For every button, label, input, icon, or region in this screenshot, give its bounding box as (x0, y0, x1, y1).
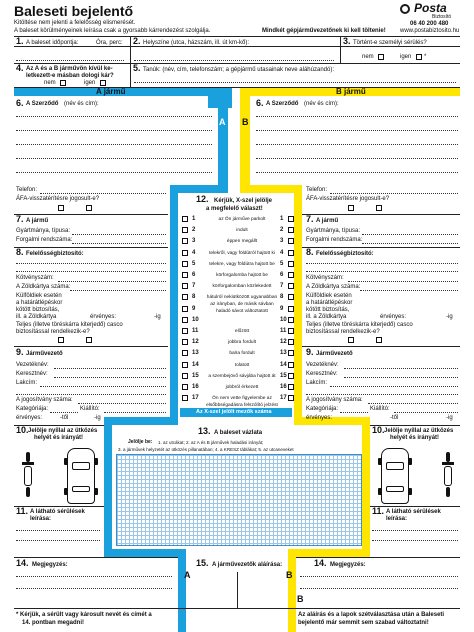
s12-row-number-b: 8 (280, 294, 284, 300)
s12-row-text: körforgalomban közlekedett (212, 284, 272, 289)
s12-title-1: Kérjük, X-szel jelölje (214, 198, 273, 204)
a-s6-num: 6. (16, 98, 24, 108)
s12-title-2: a megfelelő választ! (206, 206, 263, 212)
s12-row-text: tolatott (234, 363, 250, 368)
a-lakcim-label: Lakcím: (16, 380, 38, 386)
s12-checkbox-b[interactable] (288, 306, 294, 312)
s12-checkbox-a[interactable] (182, 250, 188, 256)
s12-row-text: a szembejövő sávjába hajtott át (208, 374, 276, 379)
b-ig-label: -ig (446, 314, 453, 320)
s12-row-number-b: 5 (280, 261, 284, 267)
s12-checkbox-b[interactable] (288, 250, 294, 256)
field-3-no-checkbox[interactable] (378, 54, 384, 60)
field-3-label: Történt-e személyi sérülés? (353, 40, 427, 46)
s13-title: A baleset vázlata (214, 430, 263, 436)
s12-checkbox-a[interactable] (182, 373, 188, 379)
notice-text: Mindkét gépjárművezetőnek ki kell töltenie! (262, 28, 386, 34)
b-forgalmi-label: Forgalmi rendszáma: (306, 237, 363, 243)
s15-title: A járművezetők aláírása: (212, 562, 283, 568)
b-s8-label: Felelősségbiztosító: (316, 251, 374, 257)
phone-number: 06 40 200 480 (410, 21, 449, 27)
logo-text: Posta (414, 1, 447, 15)
a-s10-label-2: helyét és irányát! (34, 435, 84, 441)
s12-row-number-b: 13 (280, 350, 287, 356)
b-s7-label: A jármű (316, 218, 339, 224)
a-zoldkartya-label: A Zöldkártya száma: (16, 284, 71, 290)
b-kulfoldi-1: Külföldiek esetén (306, 293, 352, 299)
b-afa-no-checkbox[interactable] (348, 205, 354, 211)
field-4-label-2: letkezett-e másban dologi kár? (26, 73, 114, 79)
b-kategoria-label: Kategóriája: (306, 406, 339, 412)
a-ig2-label: -ig (94, 415, 101, 421)
s12-row-text: jobbra fordult (228, 340, 256, 345)
s12-checkbox-a[interactable] (182, 395, 188, 401)
a-ervenyes-label: érvényes: (90, 314, 117, 320)
a-casco-yes-checkbox[interactable] (86, 337, 92, 343)
s12-checkbox-b[interactable] (288, 350, 294, 356)
s12-row-number-a: 16 (192, 384, 199, 390)
s12-checkbox-b[interactable] (288, 238, 294, 244)
b-tol-label: -től (390, 415, 399, 421)
a-kulfoldi-2: a határátlépéskor (16, 300, 63, 306)
a-s11-num: 11. (16, 506, 29, 516)
s12-row-text: balra fordult (229, 351, 255, 356)
a-kiallito-label: Kiállító: (80, 406, 100, 412)
s13-legend-2: 3. a járművek helyzetét az ütközés pillanatában; 4. a KRESZ táblákat; 5. az utcaneveket (118, 447, 294, 452)
s12-checkbox-a[interactable] (182, 227, 188, 233)
field-2-num: 2. (133, 36, 141, 46)
field-4-yes-checkbox[interactable] (100, 80, 106, 86)
b-afa-yes-checkbox[interactable] (376, 205, 382, 211)
a-kulfoldi-4: ill. a Zöldkártya (16, 314, 57, 320)
s12-row-number-a: 1 (192, 216, 196, 222)
s12-row-number-b: 6 (280, 272, 284, 278)
s12-row-number-a: 14 (192, 362, 199, 368)
accident-sketch-grid[interactable] (116, 454, 362, 546)
s12-checkbox-b[interactable] (288, 362, 294, 368)
a-teljes-1: Teljes (illetve töréskárra kiterjedő) casco (16, 322, 123, 328)
b-s8-num: 8. (306, 247, 314, 257)
s12-checkbox-b[interactable] (288, 317, 294, 323)
s12-row-number-b: 10 (280, 317, 287, 323)
b-s11-num: 11. (372, 506, 385, 516)
s12-num: 12. (196, 194, 209, 204)
logo (400, 2, 462, 22)
field-3-yes-checkbox[interactable] (416, 54, 422, 60)
field-1-label: A baleset időpontja: (26, 40, 79, 46)
field-3-star: * (424, 54, 427, 60)
b-keresztnev-label: Keresztnév: (306, 371, 338, 377)
s12-row-text: hátulról nekiütközött ugyanabban az irányban, de másik sávban haladó sávot változtatott (206, 295, 278, 314)
field-4-label-1: Az A és a B járművön kívül ke- (26, 66, 113, 72)
s12-checkbox-b[interactable] (288, 328, 294, 334)
a-kulfoldi-3: kötött biztosítás, (16, 307, 60, 313)
s12-checkbox-b[interactable] (288, 373, 294, 379)
footer-left-1: * Kérjük, a sérült vagy károsult nevét és címét a (16, 612, 152, 618)
a-forgalmi-label: Forgalmi rendszáma: (16, 237, 73, 243)
b-vezeteknev-label: Vezetéknév: (306, 362, 339, 368)
field-5-line[interactable] (134, 82, 456, 83)
b-s11-label-1: A látható sérülések (386, 509, 441, 515)
a-s9-label: Járművezető (26, 351, 63, 357)
s12-row-number-b: 9 (280, 306, 284, 312)
b-ervenyes-label: érvényes: (380, 314, 407, 320)
a-s8-num: 8. (16, 247, 24, 257)
s12-row-number-a: 2 (192, 227, 196, 233)
a-s11-label-2: leírása: (30, 516, 52, 522)
s12-row-number-b: 12 (280, 339, 287, 345)
field-4-num: 4. (16, 63, 24, 73)
b-s7-num: 7. (306, 214, 314, 224)
field-4-no-label: nem (44, 80, 56, 86)
vehicle-a-title: A jármű (96, 87, 126, 96)
a-teljes-2: biztosítással rendelkezik-e? (16, 329, 90, 335)
s12-checkbox-a[interactable] (182, 317, 188, 323)
s12-row-text: körforgalomba hajtott be (216, 273, 268, 278)
b-s6-note: (név és cím): (304, 101, 339, 107)
s12-checkbox-b[interactable] (288, 339, 294, 345)
s12-row-text: telekre, vagy földútra hajtott be (209, 262, 275, 267)
s12-checkbox-b[interactable] (288, 384, 294, 390)
vehicle-b-title: B jármű (336, 87, 366, 96)
s12-checkbox-a[interactable] (182, 294, 188, 300)
b-s10-label-2: helyét és irányát! (390, 435, 440, 441)
s12-row-text: előzött (234, 329, 250, 334)
a-s14-num: 14. (16, 558, 29, 568)
s12-checkbox-a[interactable] (182, 272, 188, 278)
b-s9-num: 9. (306, 347, 314, 357)
s12-checkbox-a[interactable] (182, 339, 188, 345)
page-title: Baleseti bejelentő (14, 3, 134, 19)
s12-checkbox-a[interactable] (182, 306, 188, 312)
s12-checkbox-b[interactable] (288, 216, 294, 222)
a-gyartmany-label: Gyártmánya, típusa: (16, 228, 71, 234)
a-jogositvany-label: A jogosítvány száma: (16, 397, 73, 403)
a-telefon-label: Telefon: (16, 187, 38, 193)
s12-row-number-b: 1 (280, 216, 284, 222)
b-s6-num: 6. (256, 98, 264, 108)
b-jogositvany-label: A jogosítvány száma: (306, 397, 363, 403)
a-s11-label-1: A látható sérülések (30, 509, 85, 515)
b-s10-label-1: Jelölje nyíllal az ütközés (384, 428, 454, 434)
s15-sign-a: A (184, 570, 191, 580)
vehicle-a-letter-bottom: A (167, 594, 174, 604)
s12-checkbox-a[interactable] (182, 384, 188, 390)
s13-num: 13. (198, 426, 211, 436)
s12-checkbox-a[interactable] (182, 283, 188, 289)
s15-num: 15. (196, 558, 209, 568)
b-teljes-1: Teljes (illetve töréskárra kiterjedő) casco (306, 322, 413, 328)
a-s7-label: A jármű (26, 218, 49, 224)
b-s10-num: 10. (372, 425, 385, 435)
footer-left-2: 14. pontban megadni! (22, 620, 85, 626)
a-s8-label: Felelősségbiztosító: (26, 251, 84, 257)
vehicle-b-letter: B (242, 117, 249, 127)
b-casco-yes-checkbox[interactable] (376, 337, 382, 343)
s12-footer-text: Az X-szel jelölt mezők száma (196, 409, 272, 415)
field-1-num: 1. (16, 36, 24, 46)
s12-row-text: az Ön járműve parkolt (218, 217, 266, 222)
a-kategoria-label: Kategóriája: (16, 406, 49, 412)
b-s9-label: Járművezető (316, 351, 353, 357)
b-afa-label: ÁFA-visszatérítésre jogosult-e? (306, 196, 390, 202)
s12-row-number-a: 12 (192, 339, 199, 345)
s12-row-number-a: 8 (192, 294, 196, 300)
s12-row-number-a: 7 (192, 283, 196, 289)
s12-row-text: telekről, vagy földútról hajtott ki (209, 251, 275, 256)
s12-checkbox-b[interactable] (288, 283, 294, 289)
subtitle-2: A baleset körülményeinek leírása csak a gyorsabb kárrendezést szolgálja. (14, 28, 211, 34)
s12-row-number-a: 9 (192, 306, 196, 312)
logo-sub: Biztosító (432, 14, 452, 20)
s12-row-number-a: 5 (192, 261, 196, 267)
s12-row-number-b: 2 (280, 227, 284, 233)
b-kulfoldi-2: a határátlépéskor (306, 300, 353, 306)
a-afa-no-checkbox[interactable] (58, 205, 64, 211)
a-motorcycle-diagram[interactable] (20, 452, 36, 498)
a-ig-label: -ig (154, 314, 161, 320)
b-ervenyes2-label: érvényes: (306, 415, 333, 421)
b-s14-num: 14. (314, 558, 327, 568)
field-1-time-label: Óra, perc: (96, 40, 123, 46)
logo-icon (400, 4, 410, 14)
field-3-yes-label: igen (400, 54, 412, 60)
vehicle-b-letter-bottom: B (297, 594, 304, 604)
web-address: www.postabiztosito.hu (400, 28, 460, 34)
s12-row-number-b: 17 (280, 395, 287, 401)
s12-row-number-a: 10 (192, 317, 199, 323)
b-kulfoldi-4: ill. a Zöldkártya (306, 314, 347, 320)
s12-row-number-a: 3 (192, 238, 196, 244)
a-s7-num: 7. (16, 214, 24, 224)
b-gyartmany-label: Gyártmánya, típusa: (306, 228, 361, 234)
s12-checkbox-b[interactable] (288, 294, 294, 300)
s12-footer (180, 408, 292, 417)
s13-legend-1: 1. az utcákat; 2. az A és B járművek haladási irányát; (158, 440, 264, 445)
s12-checkbox-b[interactable] (288, 272, 294, 278)
s12-row-number-a: 4 (192, 250, 196, 256)
s12-row-number-a: 11 (192, 328, 199, 334)
a-vezeteknev-label: Vezetéknév: (16, 362, 49, 368)
s12-row-number-a: 6 (192, 272, 196, 278)
s12-checkbox-a[interactable] (182, 350, 188, 356)
b-s11-label-2: leírása: (386, 516, 408, 522)
s12-row-number-b: 3 (280, 238, 284, 244)
a-s10-num: 10. (16, 425, 29, 435)
a-ervenyes2-label: érvényes: (16, 415, 43, 421)
b-kulfoldi-3: kötött biztosítás, (306, 307, 350, 313)
field-5-label: Tanúk: (név, cím, telefonszám; a gépjármű utasainak neve aláhúzandó): (143, 67, 334, 73)
s12-checkbox-a[interactable] (182, 362, 188, 368)
field-4-yes-label: igen (84, 80, 96, 86)
s12-row-number-b: 7 (280, 283, 284, 289)
b-s14-label: Megjegyzés: (330, 562, 366, 568)
b-lakcim-label: Lakcím: (306, 380, 328, 386)
s12-row-number-b: 15 (280, 373, 287, 379)
s12-row-text: Ön nem vette figyelembe az elsőbbségadásra felszólító jelzést (206, 396, 278, 408)
s12-row-text: indult (236, 228, 248, 233)
b-motorcycle-diagram[interactable] (440, 452, 456, 498)
s12-checkbox-a[interactable] (182, 328, 188, 334)
s12-row-number-a: 15 (192, 373, 199, 379)
b-teljes-2: biztosítással rendelkezik-e? (306, 329, 380, 335)
b-kotveny-label: Kötvényszám: (306, 275, 344, 281)
b-ig2-label: -ig (446, 415, 453, 421)
a-s10-label-1: Jelölje nyíllal az ütközés (28, 428, 98, 434)
a-s14-label: Megjegyzés: (32, 562, 68, 568)
s12-row-number-a: 13 (192, 350, 199, 356)
s12-checkbox-a[interactable] (182, 238, 188, 244)
b-zoldkartya-label: A Zöldkártya száma: (306, 284, 361, 290)
a-car-diagram[interactable] (64, 448, 98, 504)
s12-row-number-b: 11 (280, 328, 287, 334)
s12-row-text: éppen megállt (226, 239, 258, 244)
a-tol-label: -től (60, 415, 69, 421)
a-afa-label: ÁFA-visszatérítésre jogosult-e? (16, 196, 100, 202)
field-4-no-checkbox[interactable] (60, 80, 66, 86)
vehicle-a-letter: A (219, 117, 226, 127)
s12-row-text: jobbról érkezett (225, 385, 259, 390)
s12-row-number-a: 17 (192, 395, 199, 401)
b-car-diagram[interactable] (378, 448, 412, 504)
footer-right-2: bejelentő már semmit sem szabad változtatni! (298, 620, 429, 626)
s15-sign-b: B (286, 570, 293, 580)
s12-checkbox-a[interactable] (182, 216, 188, 222)
a-s6-label: A Szerződő (26, 101, 59, 107)
b-s6-label: A Szerződő (266, 101, 299, 107)
b-casco-no-checkbox[interactable] (348, 337, 354, 343)
s12-row-number-b: 16 (280, 384, 287, 390)
a-s9-num: 9. (16, 347, 24, 357)
field-3-no-label: nem (362, 54, 374, 60)
a-kotveny-label: Kötvényszám: (16, 275, 54, 281)
s12-checkbox-b[interactable] (288, 227, 294, 233)
field-3-num: 3. (343, 36, 351, 46)
s12-checkbox-a[interactable] (182, 261, 188, 267)
field-1-date-line[interactable] (16, 60, 124, 61)
s12-checkbox-b[interactable] (288, 261, 294, 267)
field-5-num: 5. (133, 63, 141, 73)
a-casco-no-checkbox[interactable] (58, 337, 64, 343)
a-keresztnev-label: Keresztnév: (16, 371, 48, 377)
a-afa-yes-checkbox[interactable] (86, 205, 92, 211)
s13-legend-title: Jelölje be: (128, 439, 153, 445)
footer-right-1: Az aláírás és a lapok szétválasztása után a Baleseti (298, 612, 445, 618)
a-kulfoldi-1: Külföldiek esetén (16, 293, 62, 299)
a-s6-note: (név és cím): (64, 101, 99, 107)
subtitle-1: Kitöltése nem jelenti a felelősség elismerését. (14, 20, 136, 26)
b-kiallito-label: Kiállító: (370, 406, 390, 412)
b-telefon-label: Telefon: (306, 187, 328, 193)
field-2-line[interactable] (134, 60, 334, 61)
s12-row-number-b: 14 (280, 362, 287, 368)
s12-checkbox-b[interactable] (288, 395, 294, 401)
s12-row-number-b: 4 (280, 250, 284, 256)
field-2-label: Helyszíne (utca, házszám, ill. út km-kő): (143, 40, 250, 46)
